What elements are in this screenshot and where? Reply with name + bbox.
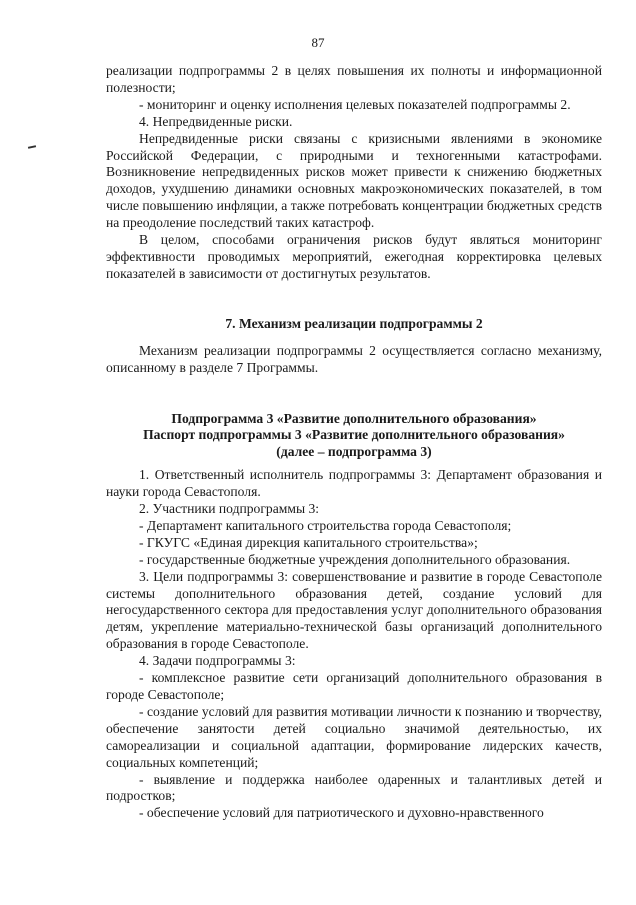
paragraph: 4. Задачи подпрограммы 3: — [139, 653, 296, 669]
paragraph: Непредвиденные риски связаны с кризисными явлениями в экономике Российской Федерации, с природными и техногенными катастрофами. Возникновение непредвиденных рисков может привести к снижению бюджетных доходов, ухудшению динамики основных макроэкономических показателей, в том числе повышению инфляции, а также потребовать концентрации бюджетных средств на преодоление последствий таких катастроф. — [106, 130, 602, 231]
paragraph: 1. Ответственный исполнитель подпрограммы 3: Департамент образования и науки города Севастополя. — [106, 467, 602, 500]
document-body — [106, 63, 602, 822]
list-item: - обеспечение условий для патриотического и духовно-нравственного — [139, 805, 544, 821]
list-item: - государственные бюджетные учреждения дополнительного образования. — [139, 551, 571, 567]
list-item: - Департамент капитального строительства города Севастополя; — [139, 517, 512, 533]
subprogram-title: Подпрограмма 3 «Развитие дополнительного образования» — [171, 410, 537, 426]
paragraph: 3. Цели подпрограммы 3: совершенствование и развитие в городе Севастополе системы дополнительного образования детей, создание условий для негосударственного сектора для предоставления услуг дополнительного образования детям, укрепление материально-технической базы организаций дополнительного образования в городе Севастополе. — [106, 568, 602, 652]
list-item: - ГКУГС «Единая дирекция капитального строительства»; — [139, 534, 478, 550]
list-item: - мониторинг и оценку исполнения целевых показателей подпрограммы 2. — [139, 96, 571, 112]
section-title: 7. Механизм реализации подпрограммы 2 — [225, 315, 483, 331]
passport-subtitle: (далее – подпрограмма 3) — [276, 444, 432, 460]
list-item: - выявление и поддержка наиболее одаренных и талантливых детей и подростков; — [106, 771, 602, 804]
risk-heading: 4. Непредвиденные риски. — [139, 113, 293, 129]
list-item: - создание условий для развития мотивации личности к познанию и творчеству, обеспечение занятости детей социально значимой деятельностью, их самореализации и социальной адаптации, формирование лидерских качеств, социальных компетенций; — [106, 703, 602, 770]
paragraph: Механизм реализации подпрограммы 2 осуществляется согласно механизму, описанному в разделе 7 Программы. — [106, 342, 602, 375]
page-number: 87 — [311, 35, 325, 50]
paragraph-continuation: реализации подпрограммы 2 в целях повышения их полноты и информационной полезности; — [106, 63, 602, 95]
paragraph: 2. Участники подпрограммы 3: — [139, 501, 320, 517]
scan-mark — [28, 145, 36, 149]
paragraph: В целом, способами ограничения рисков будут являться мониторинг эффективности проводимых мероприятий, ежегодная корректировка целевых показателей в зависимости от достигнутых результатов. — [106, 232, 602, 281]
passport-title: Паспорт подпрограммы 3 «Развитие дополнительного образования» — [143, 427, 565, 443]
list-item: - комплексное развитие сети организаций дополнительного образования в городе Севастополе; — [106, 670, 602, 702]
